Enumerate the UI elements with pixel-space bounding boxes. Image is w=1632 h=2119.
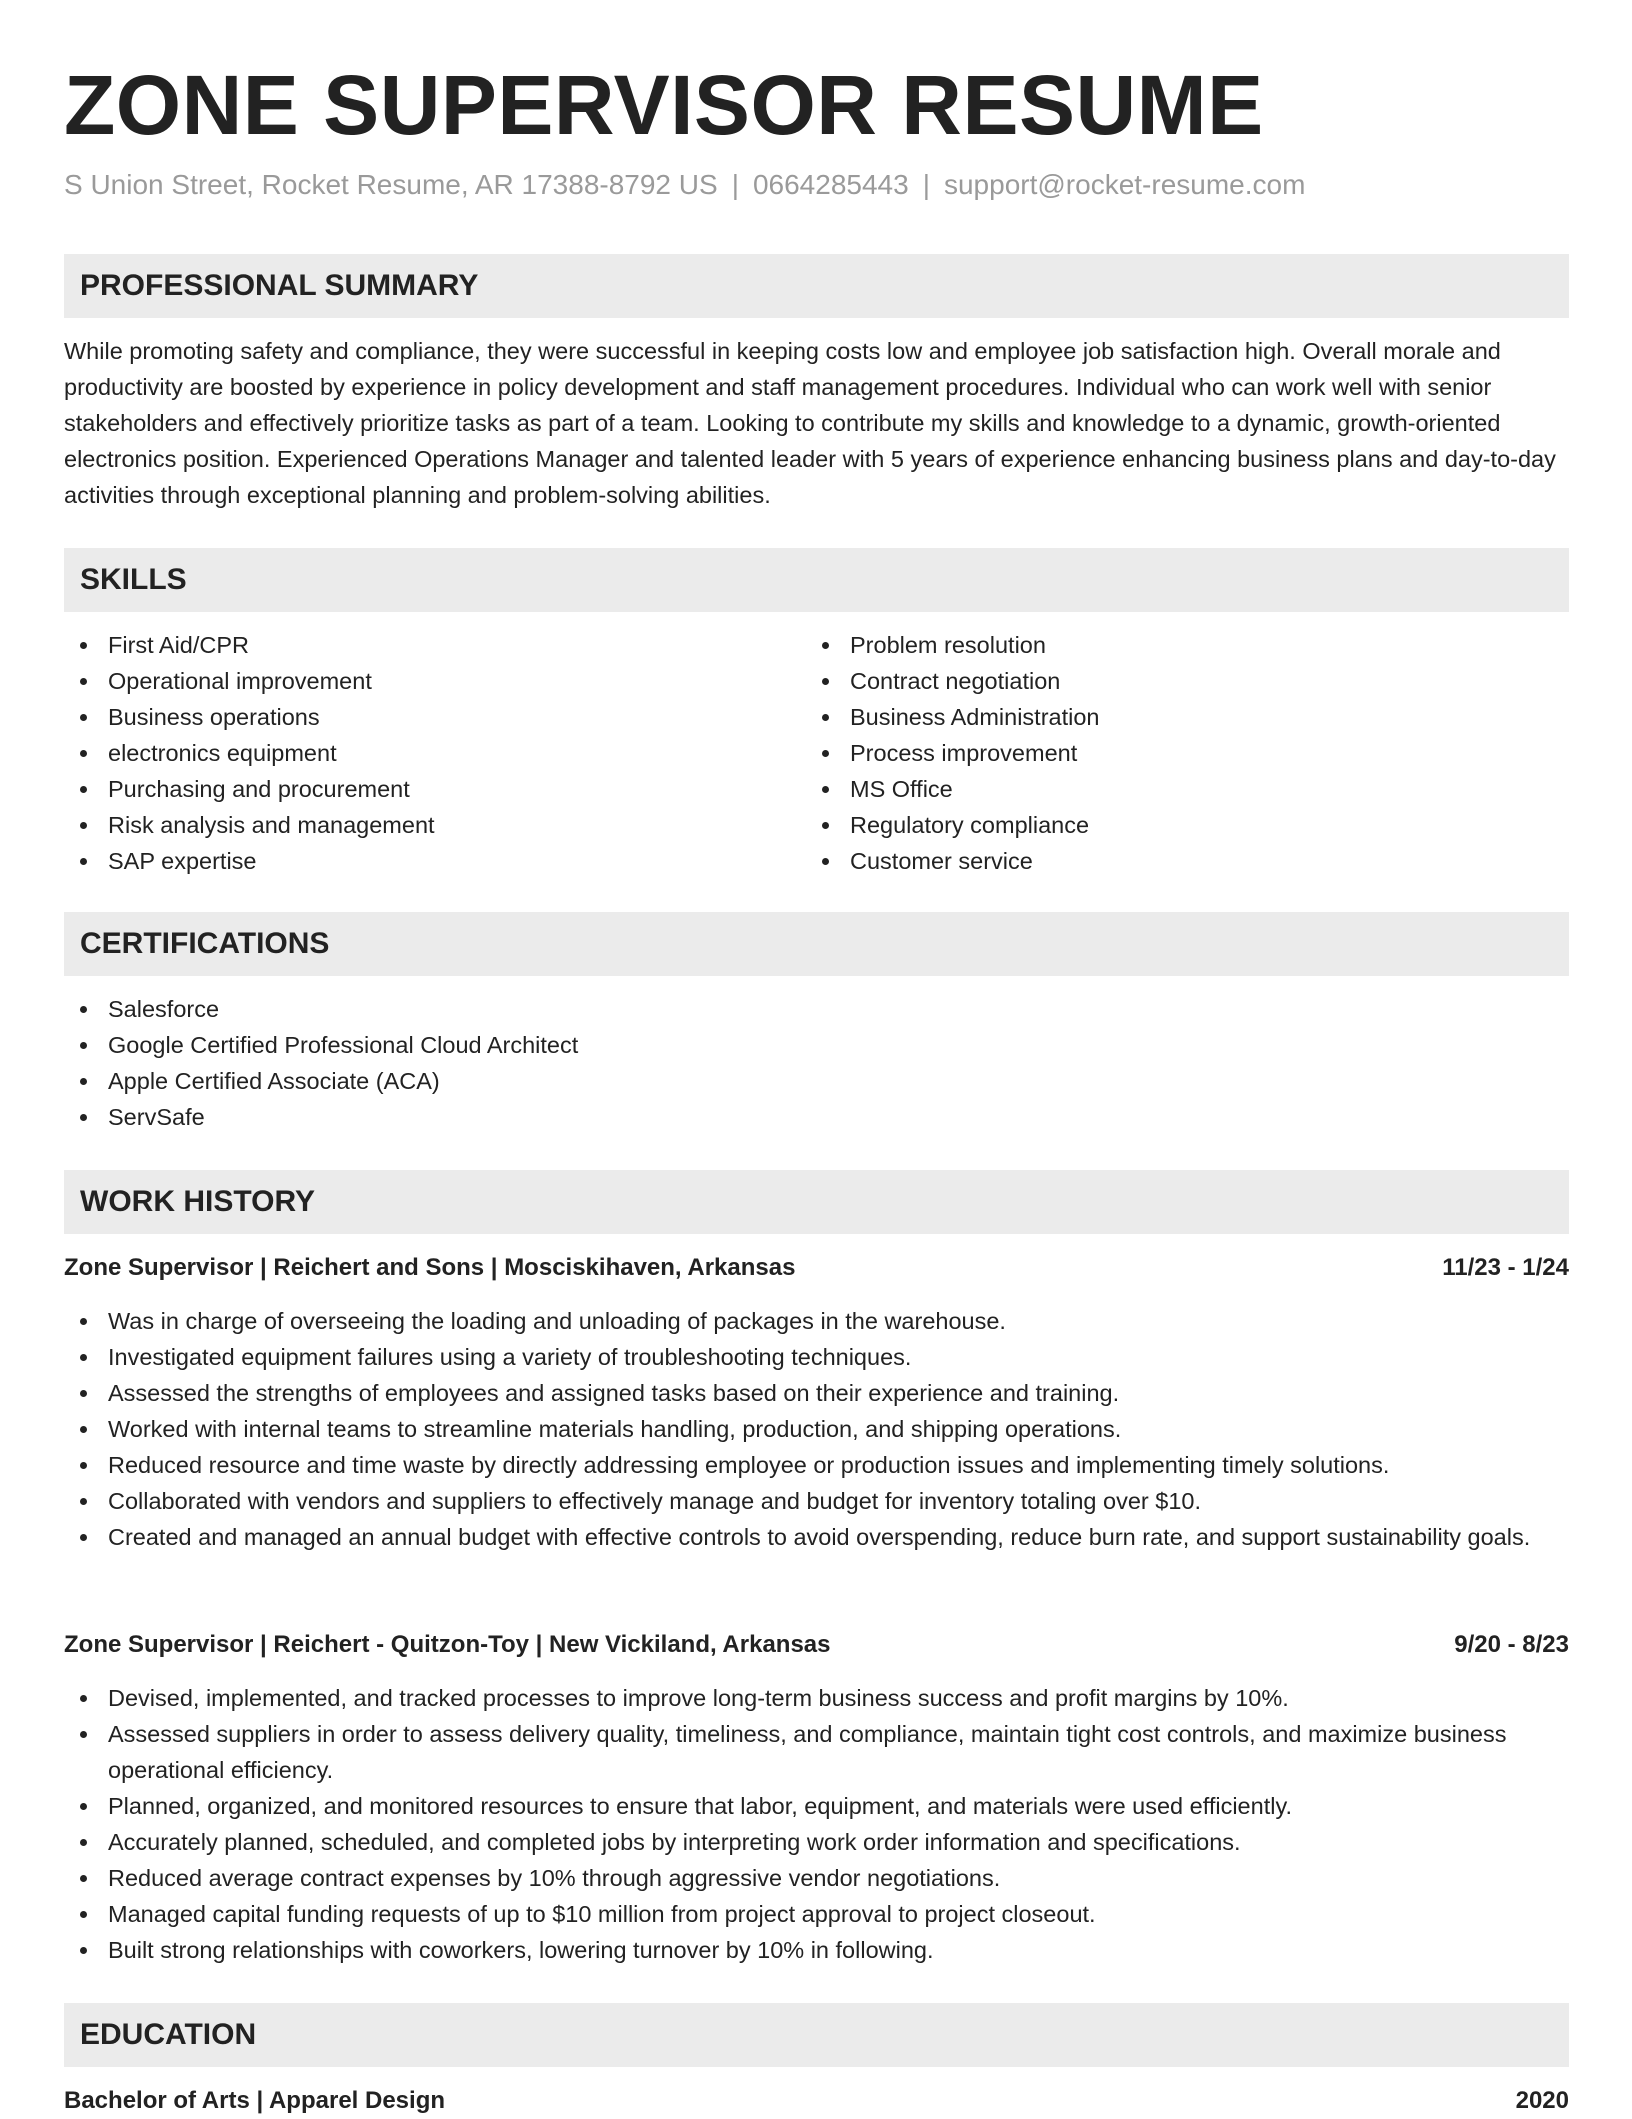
list-item: First Aid/CPR: [64, 627, 764, 663]
list-item: Planned, organized, and monitored resources to ensure that labor, equipment, and materials were used efficiently.: [64, 1788, 1569, 1824]
job-dates: 9/20 - 8/23: [1454, 1631, 1569, 1658]
section-header-summary: [64, 254, 1569, 318]
list-item: Google Certified Professional Cloud Architect: [64, 1027, 1569, 1063]
list-item: Reduced resource and time waste by directly addressing employee or production issues and implementing timely solutions.: [64, 1447, 1569, 1483]
list-item: Built strong relationships with coworkers, lowering turnover by 10% in following.: [64, 1932, 1569, 1968]
contact-email: support@rocket-resume.com: [943, 169, 1306, 200]
section-title: WORK HISTORY: [80, 1185, 316, 1218]
resume-title: ZONE SUPERVISOR RESUME: [64, 58, 1264, 152]
contact-line: [64, 166, 1305, 204]
contact-separator: |: [922, 169, 930, 200]
list-item: Assessed suppliers in order to assess delivery quality, timeliness, and compliance, maintain tight cost controls, and maximize business operational efficiency.: [64, 1716, 1569, 1788]
certifications-list: [64, 991, 1569, 1135]
section-header-skills: [64, 548, 1569, 612]
list-item: Problem resolution: [806, 627, 1506, 663]
section-header-certifications: [64, 912, 1569, 976]
list-item: Customer service: [806, 843, 1506, 879]
job-heading: [64, 1627, 1569, 1663]
job-title: Zone Supervisor | Reichert and Sons | Mosciskihaven, Arkansas: [64, 1254, 796, 1281]
education-year: 2020: [1515, 2087, 1569, 2114]
list-item: electronics equipment: [64, 735, 764, 771]
list-item: Salesforce: [64, 991, 1569, 1027]
skills-list-right: [806, 627, 1506, 879]
list-item: ServSafe: [64, 1099, 1569, 1135]
list-item: Investigated equipment failures using a variety of troubleshooting techniques.: [64, 1339, 1569, 1375]
list-item: Process improvement: [806, 735, 1506, 771]
section-title: PROFESSIONAL SUMMARY: [80, 269, 479, 302]
list-item: Accurately planned, scheduled, and completed jobs by interpreting work order information and specifications.: [64, 1824, 1569, 1860]
list-item: Devised, implemented, and tracked processes to improve long-term business success and profit margins by 10%.: [64, 1680, 1569, 1716]
section-header-work-history: [64, 1170, 1569, 1234]
contact-separator: |: [731, 169, 739, 200]
list-item: Managed capital funding requests of up to $10 million from project approval to project closeout.: [64, 1896, 1569, 1932]
skills-list-left: [64, 627, 764, 879]
degree: Bachelor of Arts | Apparel Design: [64, 2087, 446, 2114]
list-item: Collaborated with vendors and suppliers to effectively manage and budget for inventory totaling over $10.: [64, 1483, 1569, 1519]
list-item: SAP expertise: [64, 843, 764, 879]
list-item: Regulatory compliance: [806, 807, 1506, 843]
list-item: Apple Certified Associate (ACA): [64, 1063, 1569, 1099]
summary-text: While promoting safety and compliance, they were successful in keeping costs low and employee job satisfaction high. Overall morale and productivity are boosted by experience in policy development and staff management procedures. Individual who can work well with senior stakeholders and effectively prioritize tasks as part of a team. Looking to contribute my skills and knowledge to a dynamic, growth-oriented electronics position. Experienced Operations Manager and talented leader with 5 years of experience enhancing business plans and day-to-day activities through exceptional planning and problem-solving abilities.: [64, 338, 1556, 508]
section-title: SKILLS: [80, 563, 187, 596]
education-heading: [64, 2083, 1569, 2119]
list-item: Was in charge of overseeing the loading and unloading of packages in the warehouse.: [64, 1303, 1569, 1339]
list-item: MS Office: [806, 771, 1506, 807]
section-title: CERTIFICATIONS: [80, 927, 330, 960]
section-header-education: [64, 2003, 1569, 2067]
job-dates: 11/23 - 1/24: [1442, 1254, 1569, 1281]
list-item: Business Administration: [806, 699, 1506, 735]
section-title: EDUCATION: [80, 2018, 257, 2051]
job-heading: [64, 1250, 1569, 1286]
job-title: Zone Supervisor | Reichert - Quitzon-Toy | New Vickiland, Arkansas: [64, 1631, 831, 1658]
job-bullets: [64, 1680, 1569, 1968]
list-item: Business operations: [64, 699, 764, 735]
list-item: Created and managed an annual budget with effective controls to avoid overspending, reduce burn rate, and support sustainability goals.: [64, 1519, 1569, 1555]
contact-phone: 0664285443: [752, 169, 909, 200]
job-bullets: [64, 1303, 1569, 1555]
list-item: Assessed the strengths of employees and assigned tasks based on their experience and training.: [64, 1375, 1569, 1411]
list-item: Contract negotiation: [806, 663, 1506, 699]
list-item: Worked with internal teams to streamline materials handling, production, and shipping operations.: [64, 1411, 1569, 1447]
contact-address: S Union Street, Rocket Resume, AR 17388-8792 US: [64, 169, 718, 200]
list-item: Reduced average contract expenses by 10% through aggressive vendor negotiations.: [64, 1860, 1569, 1896]
list-item: Purchasing and procurement: [64, 771, 764, 807]
list-item: Operational improvement: [64, 663, 764, 699]
list-item: Risk analysis and management: [64, 807, 764, 843]
